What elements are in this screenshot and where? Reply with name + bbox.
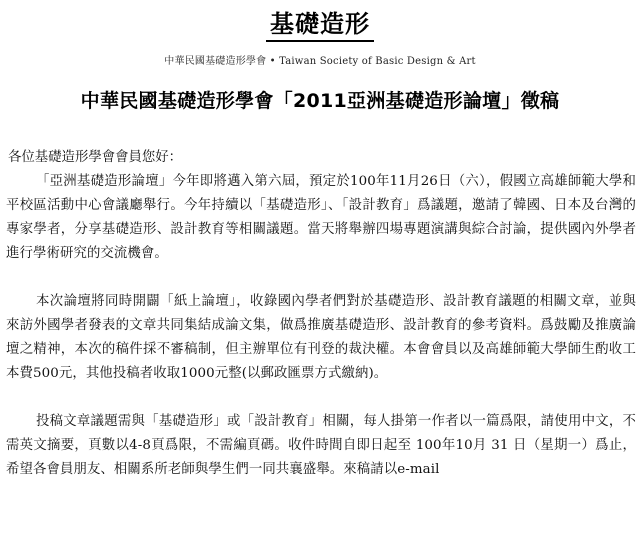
society-logo: 基礎造形	[266, 8, 374, 42]
paragraph-paper-forum: 本次論壇將同時開闢「紙上論壇」，收錄國內學者們對於基礎造形、設計教育議題的相關文章，並與來訪外國學者發表的文章共同集結成論文集，做爲推廣基礎造形、設計教育的參考資料。爲鼓勵及推廣論壇之精神，本次的稿件採不審稿制，但主辦單位有刊登的裁決權。本會會員以及高雄師範大學師生酌收工本費500元，其他投稿者收取1000元整(以郵政匯票方式繳納)。	[6, 294, 636, 381]
header	[0, 8, 640, 67]
letter-body	[6, 146, 636, 506]
society-name: 中華民國基礎造形學會 • Taiwan Society of Basic Design & Art	[164, 56, 476, 67]
paragraph-forum-intro: 「亞洲基礎造形論壇」今年即將邁入第六屆，預定於100年11月26日（六），假國立高雄師範大學和平校區活動中心會議廳舉行。今年持續以「基礎造形」、「設計教育」爲議題，邀請了韓國、日本及台灣的專家學者，分享基礎造形、設計教育等相關議題。當天將舉辦四場專題演講與綜合討論，提供國內外學者進行學術研究的交流機會。	[6, 174, 636, 261]
paragraph-submission-rules: 投稿文章議題需與「基礎造形」或「設計教育」相關，每人掛第一作者以一篇爲限，請使用中文，不需英文摘要，頁數以4-8頁爲限，不需編頁碼。收件時間自即日起至 100年10月 31 日（星期一）爲止，希望各會員朋友、相關系所老師與學生們一同共襄盛舉。來稿請以e-mail	[6, 414, 636, 477]
greeting: 各位基礎造形學會會員您好：	[8, 150, 183, 165]
page-title: 中華民國基礎造形學會「2011亞洲基礎造形論壇」徵稿	[80, 90, 560, 112]
